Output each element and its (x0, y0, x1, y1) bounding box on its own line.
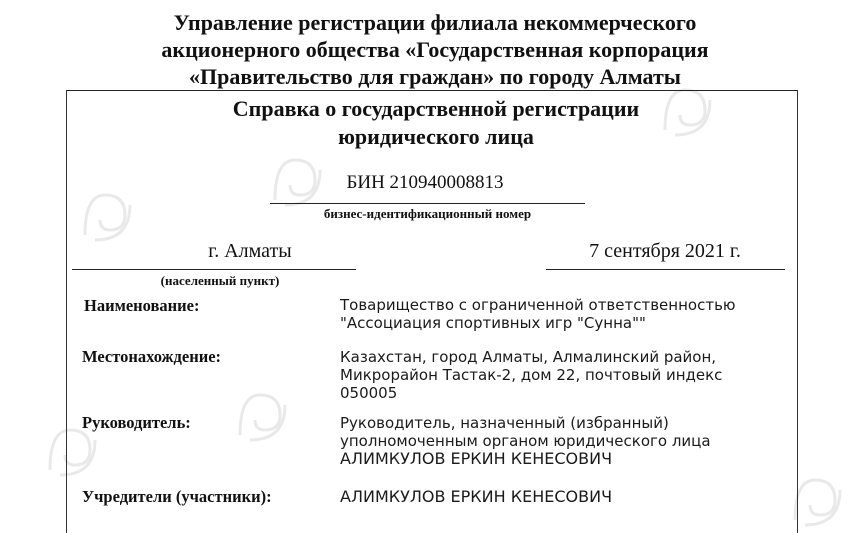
settlement-value: г. Алматы (208, 240, 292, 262)
director-value-line: уполномоченным органом юридического лица (340, 432, 711, 450)
location-value (340, 348, 790, 402)
founders-label: Учредители (участники): (82, 487, 272, 506)
bin-number: БИН 210940008813 (346, 172, 504, 193)
director-label: Руководитель: (82, 413, 191, 432)
name-value (340, 296, 790, 332)
location-label: Местонахождение: (82, 347, 222, 366)
document-title (66, 95, 806, 151)
director-value-line: Руководитель, назначенный (избранный) (340, 414, 669, 432)
header-divider (66, 90, 798, 91)
settlement-caption: (населенный пункт) (160, 273, 280, 288)
director-value (340, 414, 790, 468)
document-title-line: Справка о государственной регистрации (232, 96, 640, 121)
frame-right-border (797, 90, 798, 533)
watermark-ornament-icon (785, 470, 845, 530)
name-label: Наименование: (84, 296, 200, 315)
issuing-authority-line: акционерного общества «Государственная корпорация (161, 37, 709, 62)
founders-value (340, 488, 790, 506)
name-value-line: "Ассоциация спортивных игр "Сунна"" (340, 314, 646, 332)
issuing-authority-line: Управление регистрации филиала некоммерческого (173, 10, 697, 35)
name-value-line: Товарищество с ограниченной ответственностью (340, 296, 736, 314)
location-value-line: 050005 (340, 384, 398, 402)
settlement-underline (72, 269, 356, 270)
date-underline (546, 269, 785, 270)
watermark-ornament-icon (230, 385, 290, 445)
watermark-ornament-icon (75, 185, 135, 245)
issuing-authority (60, 9, 810, 90)
document-title-line: юридического лица (338, 124, 534, 149)
frame-left-border (66, 90, 67, 533)
director-value-line: АЛИМКУЛОВ ЕРКИН КЕНЕСОВИЧ (340, 449, 613, 468)
bin-underline (270, 203, 585, 204)
registration-date: 7 сентября 2021 г. (589, 240, 741, 262)
location-value-line: Микрорайон Тастак-2, дом 22, почтовый индекс (340, 366, 723, 384)
bin-caption: бизнес-идентификационный номер (323, 206, 532, 221)
founders-value-line: АЛИМКУЛОВ ЕРКИН КЕНЕСОВИЧ (340, 487, 613, 506)
location-value-line: Казахстан, город Алматы, Алмалинский район, (340, 348, 717, 366)
issuing-authority-line: «Правительство для граждан» по городу Алматы (189, 64, 681, 89)
